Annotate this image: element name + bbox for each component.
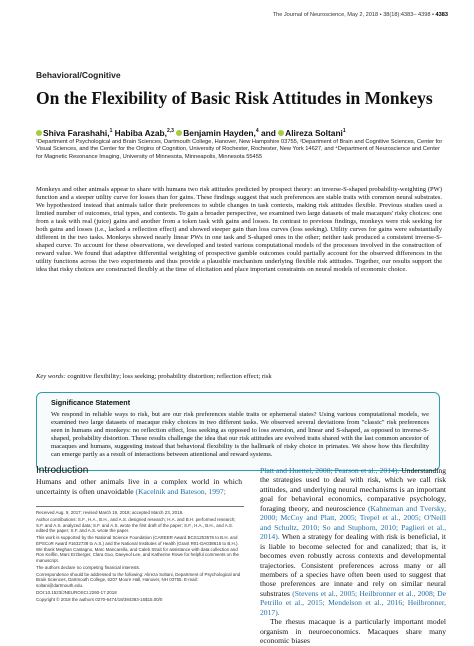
- footnote-funding: This work is supported by the National Science Foundation (CAREER Award BCS1253576 to B.H. and EPSCoR Award #1632738 to A.S.) and the National Institutes of Health (Grant R01-DA038615 to B.H.). We thank Meghan Castagno, Marc Mancarella, and Caleb Strait for assistance with data collection and Ron Keiflin, Marc Erzberger, Clara Guo, Daeyeol Lee, and Katherine Rowe for helpful comments on the manuscript.: [36, 535, 239, 563]
- article-title: On the Flexibility of Basic Risk Attitudes in Monkeys: [36, 88, 433, 108]
- footnote-interests: The authors declare no competing financial interests.: [36, 564, 141, 570]
- significance-statement-box: [36, 392, 440, 471]
- right-column-text: [260, 466, 446, 646]
- footnotes: [36, 510, 244, 604]
- author-affiliation-number: 4: [255, 128, 259, 135]
- running-head-journal: The Journal of Neuroscience, May 2, 2018: [272, 12, 379, 18]
- abstract: Monkeys and other animals appear to share with humans two risk attitudes predicted by prospect theory: an inverse-S-shaped probability-weighting (PW) function and a steeper utility curve for losses than for gains. These findings suggest that such preferences are stable traits with common neural substrates. We hypothesized instead that animals tailor their preferences to subtle changes in task contexts, making risk attitudes flexible. Previous studies used a limited number of outcomes, trial types, and contexts. To gain a broader perspective, we examined two large datasets of male macaques' risky choices: one from a task with real (juice) gains and another from a token task with gains and losses. In contrast to previous findings, monkeys were risk seeking for both gains and losses (i.e., lacked a reflection effect) and showed steeper gain than loss curves (loss seeking). Utility curves for gains were substantially different in the two tasks. Monkeys showed nearly linear PWs in one task and S-shaped ones in the other; neither task produced a consistent inverse-S-shaped curve. To account for these observations, we developed and tested various computational models of the processes involved in the construction of reward value. We found that adaptive differential weighting of prospective gamble outcomes could partially account for the observed differences in the utility functions across the two experiments and thus provide a plausible mechanism underlying flexible risk attitudes. Together, our results support the idea that risky choices are constructed flexibly at the time of elicitation and place important constraints on neural models of economic choice.: [36, 186, 442, 274]
- author-name[interactable]: Habiba Azab,: [114, 128, 167, 138]
- footnote-received: Received Aug. 9, 2017; revised March 19, 2018; accepted March 23, 2018.: [36, 510, 184, 515]
- orcid-icon[interactable]: [278, 130, 284, 136]
- citation-link[interactable]: (Kahneman and Tversky, 2000; McCoy and Platt, 2005; Trepel et al., 2005; O'Neill and Schultz, 2010; So and Stuphorn, 2010; Paglieri et al., 2014).: [260, 503, 446, 542]
- keywords-label: Key words:: [36, 373, 66, 380]
- footnote-contributions: Author contributions: S.F., H.A., B.H., and A.S. designed research; H.A. and B.H. performed research; S.F. and A.S. analyzed data; S.F. and A.S. wrote the first draft of the paper; S.F., H.A., B.H., and A.S. edited the paper; S.F. and A.S. wrote the paper.: [36, 516, 236, 534]
- author-affiliation-number: 1: [109, 128, 113, 135]
- keywords-text: cognitive flexibility; loss seeking; probability distortion; reflection effect; risk: [67, 373, 272, 380]
- keywords: [36, 373, 442, 380]
- running-head-volume: 38(18):4383– 4398: [383, 12, 431, 18]
- author-name[interactable]: Benjamin Hayden,: [183, 128, 256, 138]
- body-text: Understanding the strategies used to deal with risk, which we call risk attitudes, and underlying neural mechanisms is an important goal for behavioral economics, comparative psychology, foraging theory, and neuroscience: [260, 466, 446, 513]
- section-label: Behavioral/Cognitive: [36, 70, 121, 80]
- orcid-icon[interactable]: [36, 130, 42, 136]
- footnote-divider: [36, 506, 244, 507]
- body-paragraph: The rhesus macaque is a particularly important model organism in neuroeconomics. Macaques share many economic biases: [260, 617, 446, 646]
- orcid-icon[interactable]: [176, 130, 182, 136]
- author-list: [36, 128, 346, 138]
- footnote-doi[interactable]: DOI:10.1523/JNEUROSCI.2260-17.2018: [36, 590, 117, 596]
- introduction-body: Humans and other animals live in a complex world in which uncertainty is often unavoidable: [36, 477, 242, 496]
- affiliations: ¹Department of Psychological and Brain Sciences, Dartmouth College, Hanover, New Hampshire 03755, ²Department of Brain and Cognitive Sciences, Center for Visual Sciences, and the Center for the Origins of Cognition, University of Rochester, Rochester, New York 14627, and ⁴Department of Neuroscience and Center for Magnetic Resonance Imaging, University of Minnesota, Minneapolis, Minnesota 55455: [36, 139, 443, 160]
- author-conjunction: and: [258, 128, 279, 138]
- significance-statement-title: Significance Statement: [51, 398, 131, 407]
- body-text: When a strategy for dealing with risk is beneficial, it is liable to become selected for and canalized; that is, it becomes even robustly across contexts and developmental trajectories. Consistent preferences across many or all members of a species have often been used to suggest that those preferences are innate and rely on similar neural substrates: [260, 532, 446, 598]
- significance-statement-text: We respond in reliable ways to risk, but are our risk preferences stable traits or ephemeral states? Using various computational models, we examined two large datasets of macaque risky choices in two different tasks. We observed several deviations from "classic" risk preferences seen in humans and monkeys: no reflection effect, loss seeking as opposed to loss aversion, and linear and S-shaped, as opposed to inverse-S-shaped, probability distortion. These results challenge the idea that our risk attitudes are evolved traits shared with the last common ancestor of macaques and humans, suggesting instead that behavioral flexibility is the hallmark of risky choice in primates. We show how this flexibility can emerge partly as a result of interactions between attentional and reward systems.: [51, 411, 429, 459]
- running-head: The Journal of Neuroscience, May 2, 2018 • 38(18):4383– 4398 • 4383: [272, 12, 448, 18]
- running-head-page: 4383: [435, 12, 448, 18]
- author-affiliation-number: 1: [342, 128, 346, 135]
- introduction-heading: Introduction: [36, 465, 89, 476]
- citation-link[interactable]: (Stevens et al., 2005; Heilbronner et al., 2008; De Petrillo et al., 2015; Mendelson et al., 2016; Heilbronner, 2017).: [260, 588, 446, 617]
- introduction-text: [36, 477, 242, 497]
- author-name[interactable]: Shiva Farashahi,: [43, 128, 110, 138]
- citation-link[interactable]: (Kacelnik and Bateson, 1997;: [135, 486, 226, 496]
- author-name[interactable]: Alireza Soltani: [285, 128, 343, 138]
- footnote-correspondence: Correspondence should be addressed to the following: Alireza Soltani, Department of Psychological and Brain Sciences, Dartmouth College, 6207 Moore Hall, Hanover, NH 03755. E-mail: soltani@dartmouth.edu.: [36, 571, 241, 589]
- footnote-copyright: Copyright © 2018 the authors 0270-6474/18/384383-16$15.00/0: [36, 596, 163, 602]
- author-affiliation-number: 2,3: [166, 128, 174, 135]
- citation-link[interactable]: Platt and Huettel, 2008; Pearson et al., 2014).: [260, 466, 400, 475]
